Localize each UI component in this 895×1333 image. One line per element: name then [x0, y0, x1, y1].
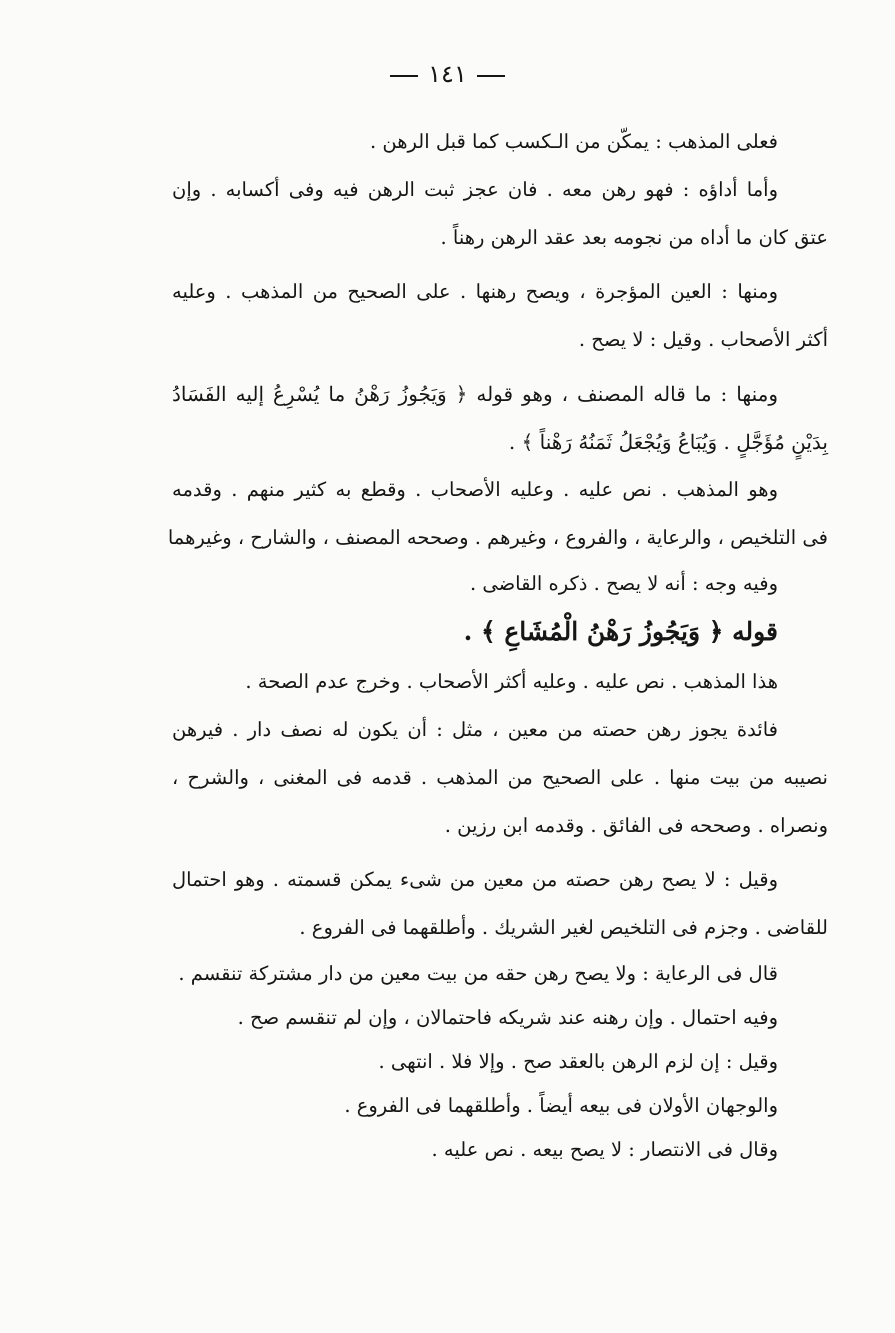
- text-line: بِدَيْنٍ مُؤَجَّلٍ . وَيُبَاعُ وَيُجْعَلُ ثَمَنُهُ رَهْناً ﴾ .: [508, 430, 828, 454]
- text-line: نصيبه من بيت منها . على الصحيح من المذهب . قدمه فى المغنى ، والشرح ،: [172, 766, 828, 789]
- text-line: وقيل : لا يصح رهن حصته من معين من شىء يمكن قسمته . وهو احتمال: [172, 868, 778, 891]
- text-line: ومنها : العين المؤجرة ، ويصح رهنها . على الصحيح من المذهب . وعليه: [172, 280, 778, 303]
- text-line: فعلى المذهب : يمكّن من الـكسب كما قبل الرهن .: [370, 130, 778, 153]
- text-line: ومنها : ما قاله المصنف ، وهو قوله ﴿ وَيَجُوزُ رَهْنُ ما يُسْرِعُ إليه الفَسَادُ: [172, 382, 778, 406]
- text-line: هذا المذهب . نص عليه . وعليه أكثر الأصحاب . وخرج عدم الصحة .: [245, 670, 778, 693]
- page-number-dash-left: [390, 75, 418, 77]
- page-number-value: ١٤١: [428, 60, 467, 88]
- text-line: وفيه احتمال . وإن رهنه عند شريكه فاحتمالان ، وإن لم تنقسم صح .: [237, 1006, 778, 1029]
- page-number: [0, 60, 895, 88]
- text-line: وأما أداؤه : فهو رهن معه . فان عجز ثبت الرهن فيه وفى أكسابه . وإن: [172, 178, 778, 201]
- text-line: فى التلخيص ، والرعاية ، والفروع ، وغيرهم . وصححه المصنف ، والشارح ، وغيرهما: [167, 526, 828, 549]
- page-number-dash-right: [477, 75, 505, 77]
- text-line: فائدة يجوز رهن حصته من معين ، مثل : أن يكون له نصف دار . فيرهن: [172, 718, 778, 741]
- text-line: أكثر الأصحاب . وقيل : لا يصح .: [578, 328, 828, 351]
- section-heading: قوله ﴿ وَيَجُوزُ رَهْنُ الْمُشَاعِ ﴾ .: [463, 617, 778, 646]
- text-line: ونصراه . وصححه فى الفائق . وقدمه ابن رزين .: [444, 814, 828, 837]
- text-line: عتق كان ما أداه من نجومه بعد عقد الرهن رهناً .: [440, 226, 828, 249]
- text-line: وهو المذهب . نص عليه . وعليه الأصحاب . وقطع به كثير منهم . وقدمه: [172, 478, 778, 501]
- text-line: والوجهان الأولان فى بيعه أيضاً . وأطلقهما فى الفروع .: [344, 1094, 778, 1117]
- text-line: وقال فى الانتصار : لا يصح بيعه . نص عليه .: [431, 1138, 778, 1161]
- text-line: للقاضى . وجزم فى التلخيص لغير الشريك . وأطلقهما فى الفروع .: [299, 916, 828, 939]
- text-line: قال فى الرعاية : ولا يصح رهن حقه من بيت معين من دار مشتركة تنقسم .: [178, 962, 778, 985]
- text-body: [167, 118, 828, 1172]
- text-line: وقيل : إن لزم الرهن بالعقد صح . وإلا فلا . انتهى .: [378, 1050, 778, 1073]
- text-line: وفيه وجه : أنه لا يصح . ذكره القاضى .: [469, 572, 778, 595]
